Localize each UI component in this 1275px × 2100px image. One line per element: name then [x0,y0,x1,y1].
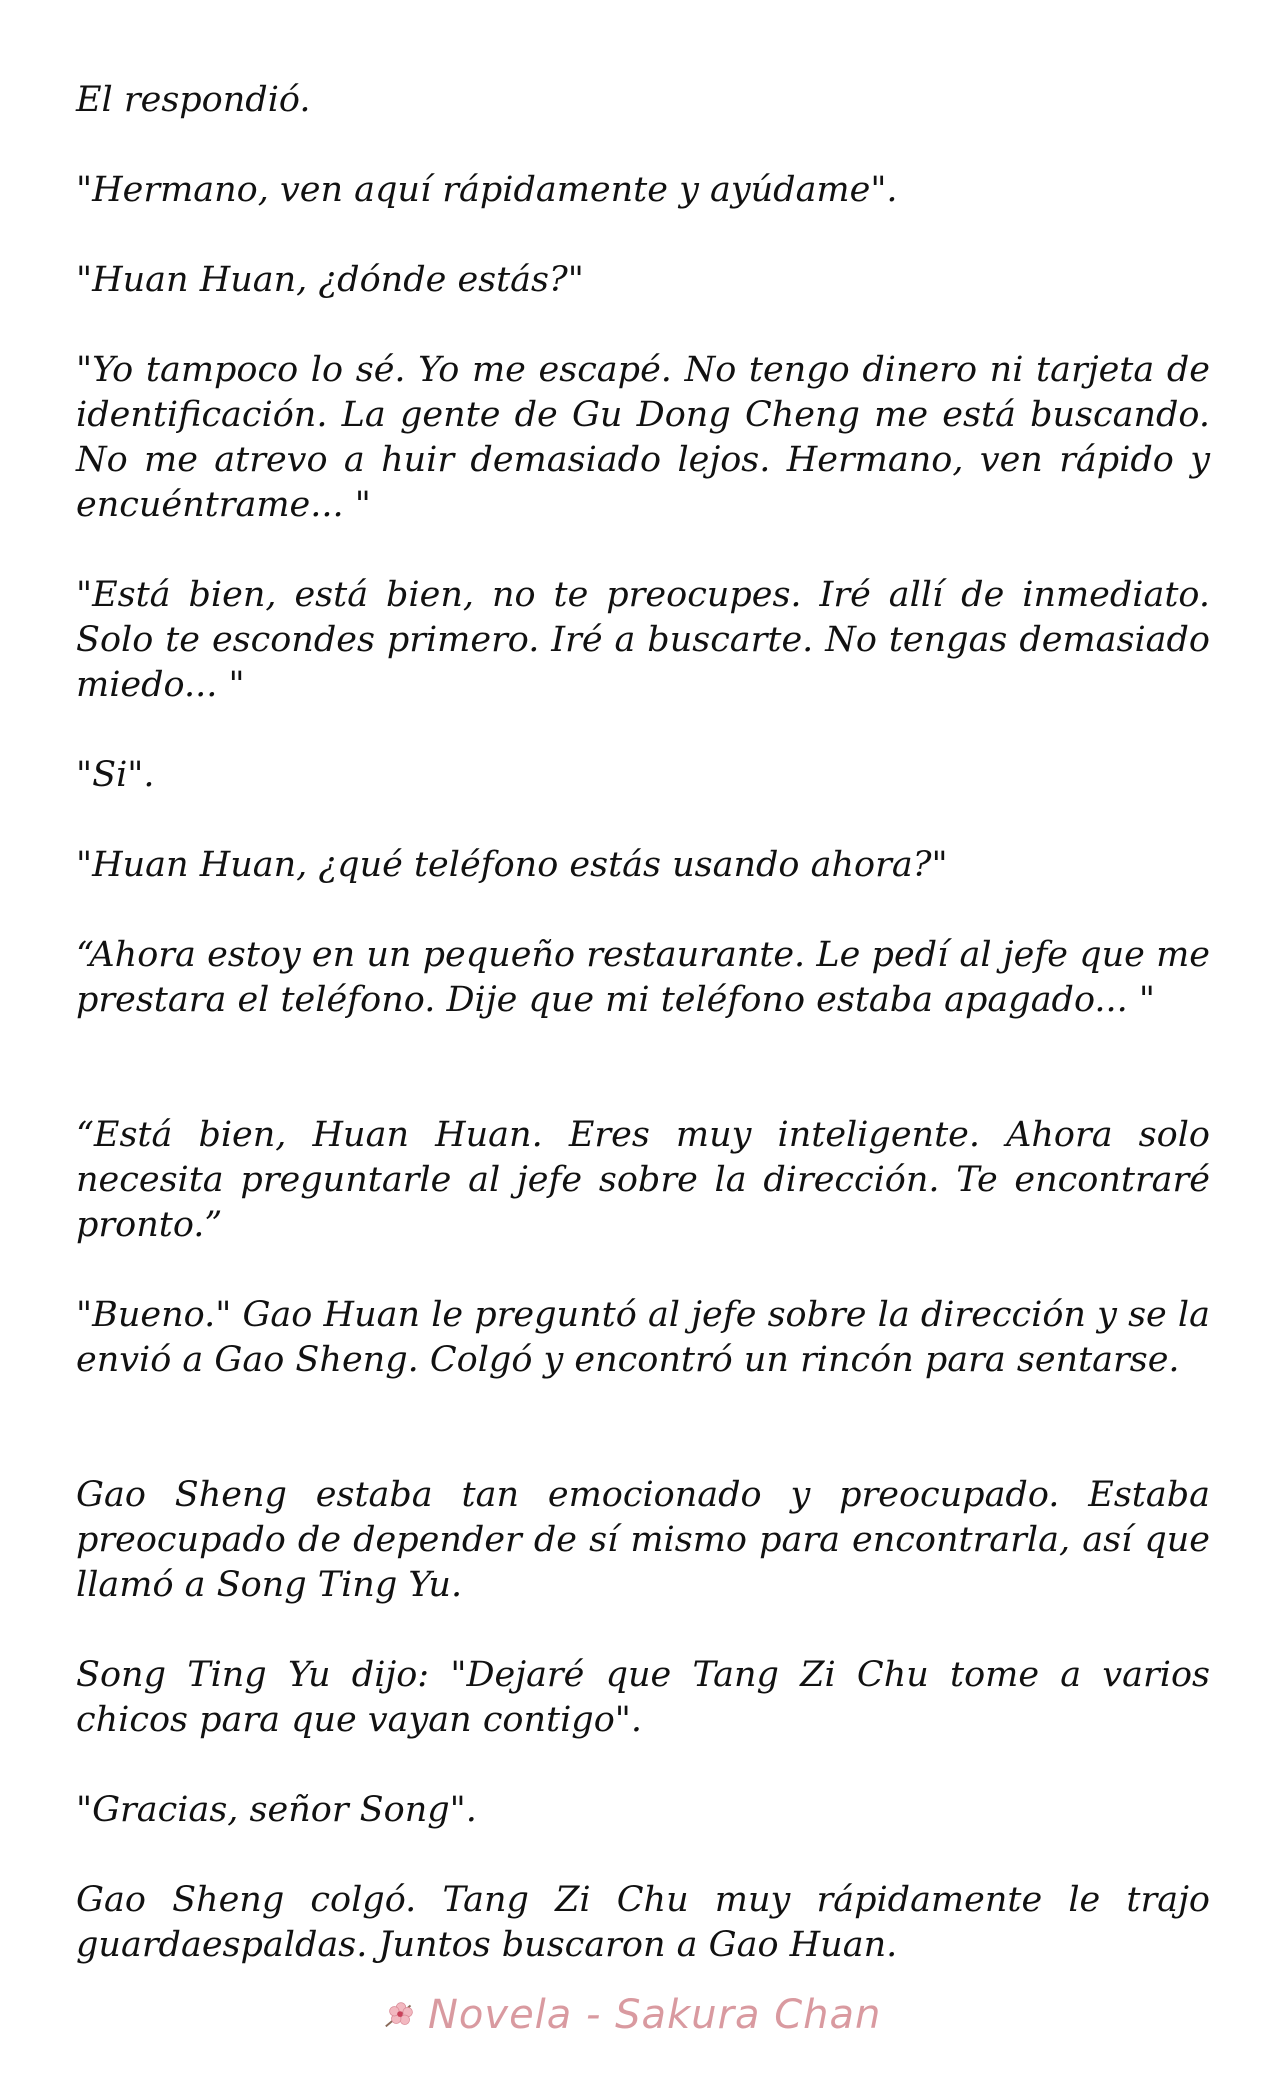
watermark [382,1985,881,2045]
document-page [76,0,1210,2100]
paragraph: "Hermano, ven aquí rápidamente y ayúdame". [76,170,898,210]
watermark-text: Novela - Sakura Chan [428,1992,882,2038]
paragraph: "Está bien, está bien, no te preocupes. Iré allí de inmediato. Solo te escondes primero. Iré a buscarte. No tengas demasiado miedo... " [76,575,1210,705]
paragraph: "Gracias, señor Song". [76,1790,477,1830]
paragraph: "Yo tampoco lo sé. Yo me escapé. No tengo dinero ni tarjeta de identificación. La gente de Gu Dong Cheng me está buscando. No me atrevo a huir demasiado lejos. Hermano, ven rápido y encuéntrame... " [76,350,1210,525]
paragraph: Gao Sheng estaba tan emocionado y preocupado. Estaba preocupado de depender de sí mismo para encontrarla, así que llamó a Song Ting Yu. [76,1475,1210,1605]
paragraph: "Huan Huan, ¿qué teléfono estás usando ahora?" [76,845,948,885]
paragraph: “Está bien, Huan Huan. Eres muy inteligente. Ahora solo necesita preguntarle al jefe sobre la dirección. Te encontraré pronto.” [76,1115,1210,1245]
paragraph: "Si". [76,755,155,795]
paragraph: Song Ting Yu dijo: "Dejaré que Tang Zi Chu tome a varios chicos para que vayan contigo". [76,1655,1210,1740]
paragraph: "Bueno." Gao Huan le preguntó al jefe sobre la dirección y se la envió a Gao Sheng. Colgó y encontró un rincón para sentarse. [76,1295,1210,1380]
paragraph: “Ahora estoy en un pequeño restaurante. Le pedí al jefe que me prestara el teléfono. Dije que mi teléfono estaba apagado... " [76,935,1210,1020]
cherry-blossom-icon [382,1996,420,2034]
paragraph: "Huan Huan, ¿dónde estás?" [76,260,584,300]
paragraph: Gao Sheng colgó. Tang Zi Chu muy rápidamente le trajo guardaespaldas. Juntos buscaron a Gao Huan. [76,1880,1210,1965]
paragraph: El respondió. [76,80,311,120]
